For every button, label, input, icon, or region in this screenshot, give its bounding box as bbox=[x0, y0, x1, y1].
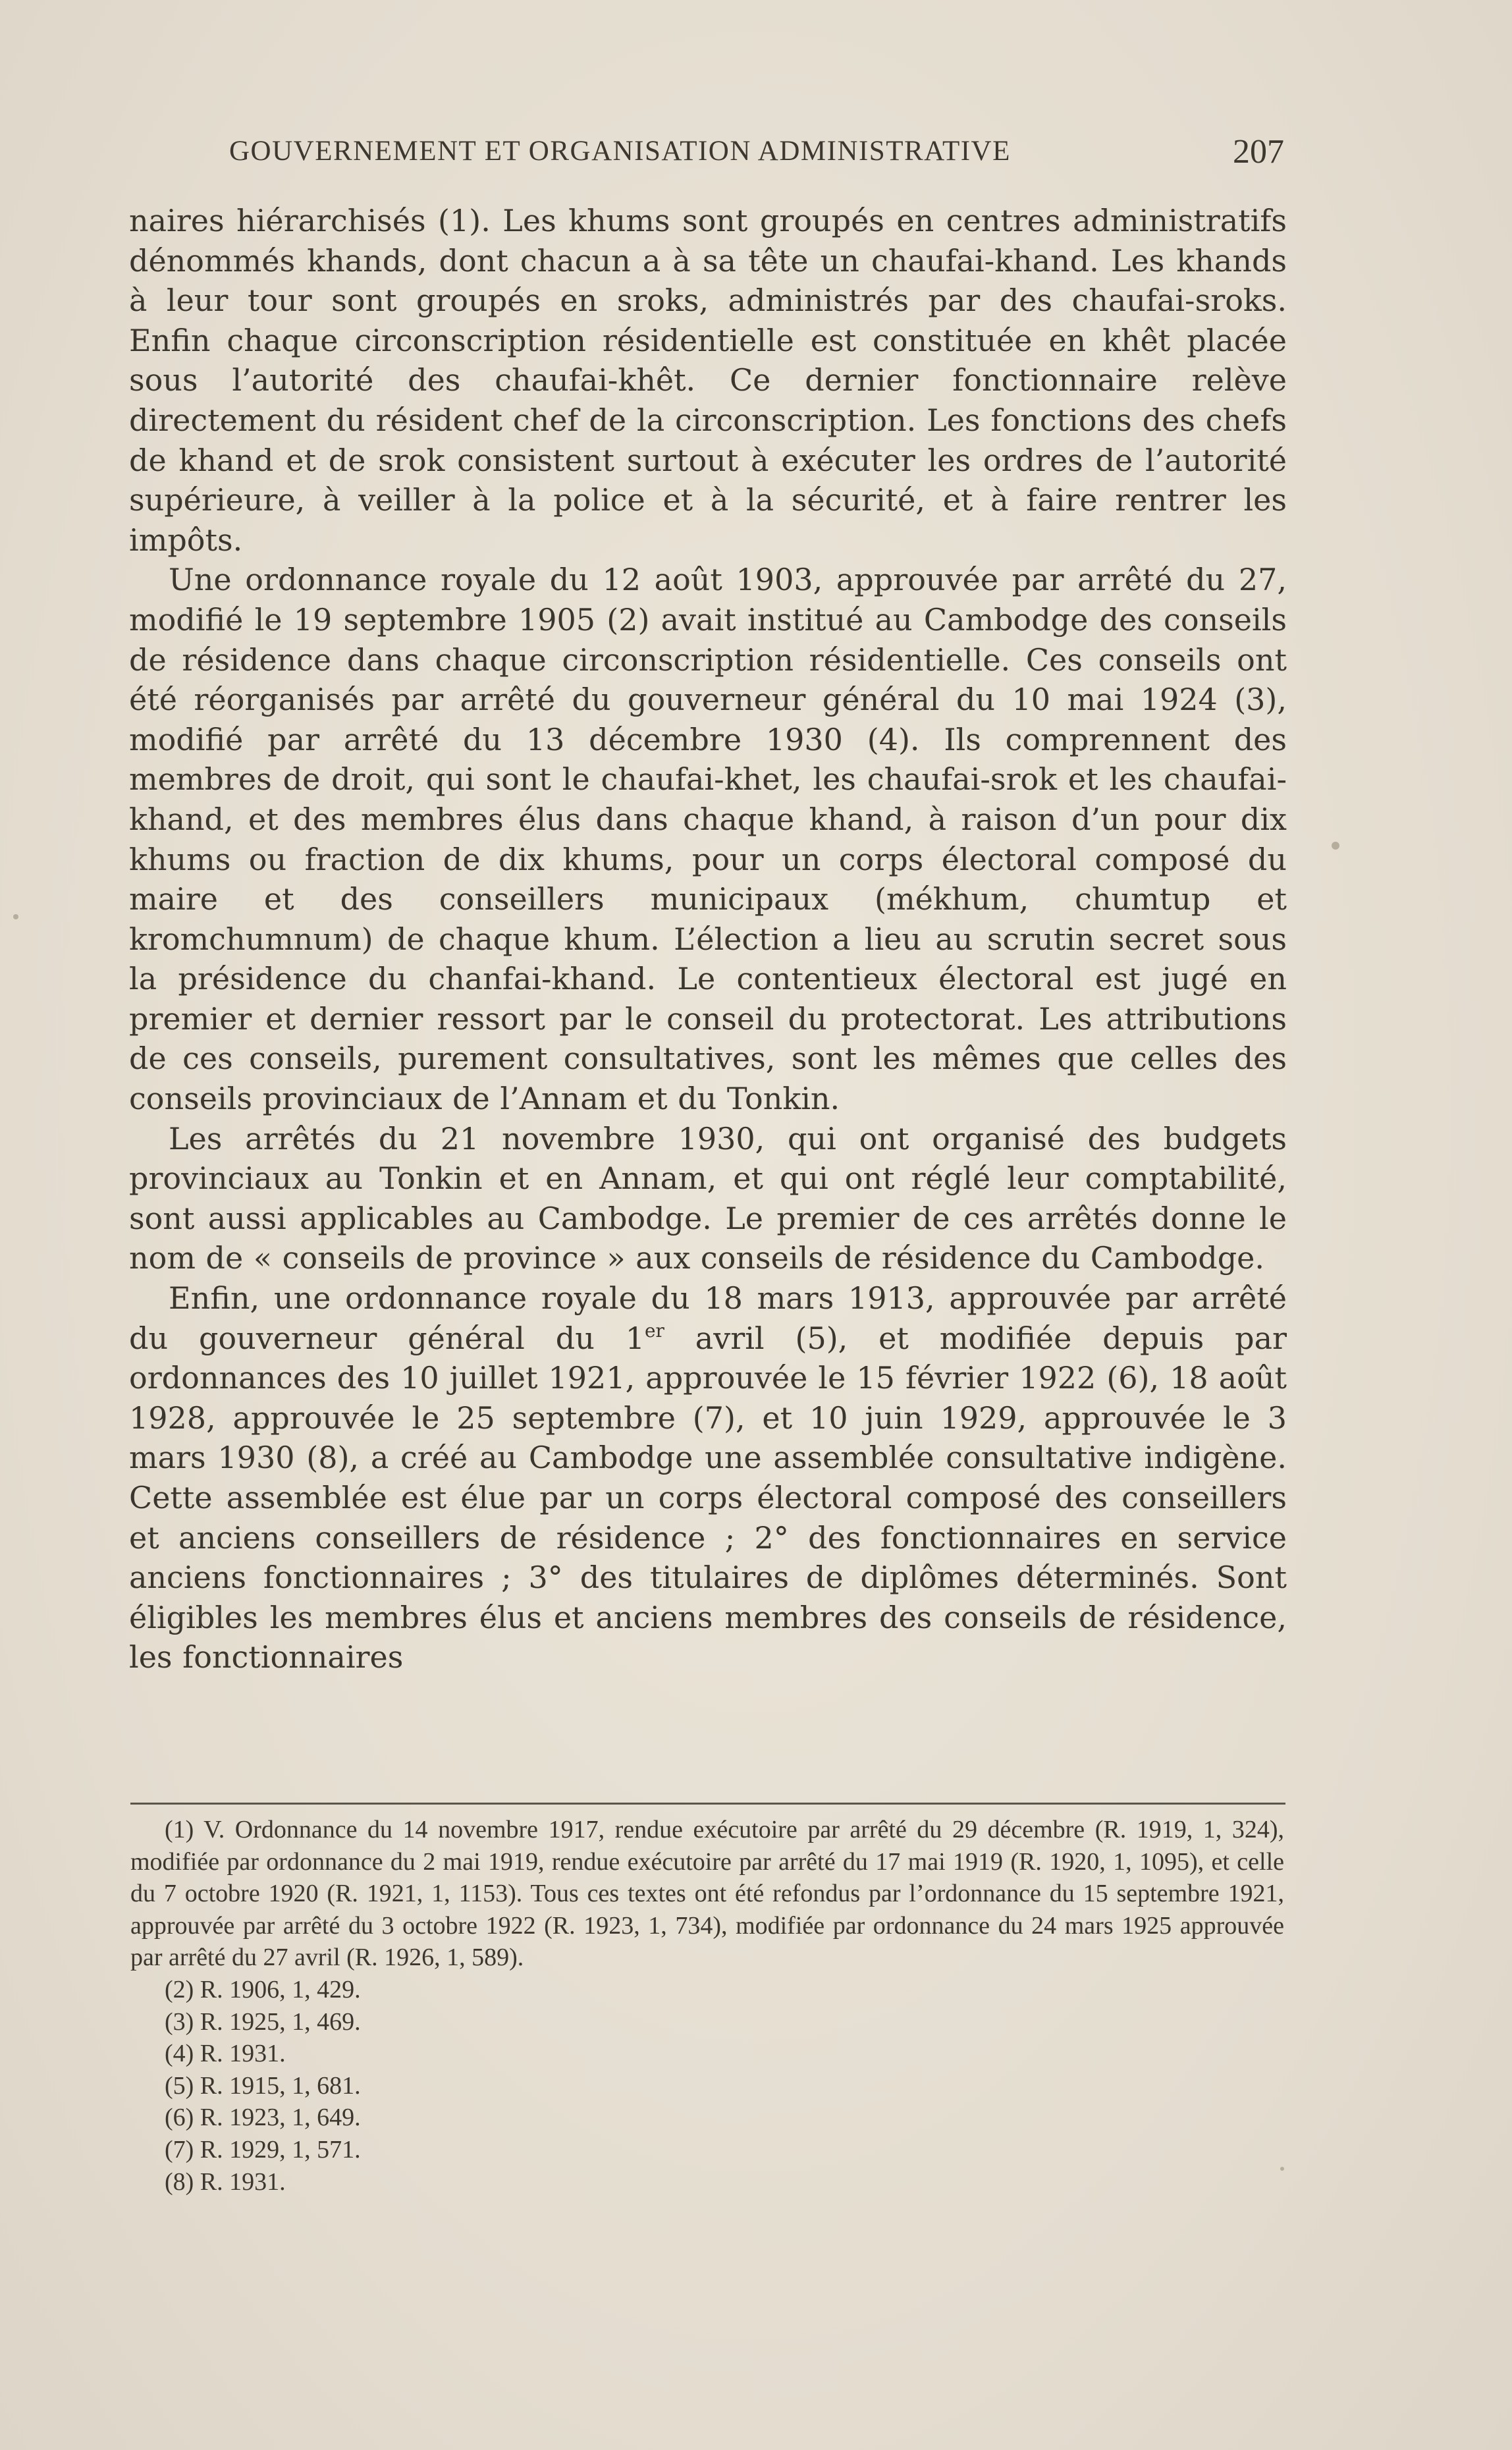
paragraph-4-part-2: avril (5), et modifiée depuis par ordonnances des 10 juillet 1921, approuvée le 15 février 1922 (6), 18 août 1928, approuvée le 25 septembre (7), et 10 juin 1929, approuvée le 3 mars 1930 (8), a créé au Cambodge une assemblée consultative indigène. Cette assemblée est élue par un corps électoral composé des conseillers et anciens conseillers de résidence ; 2° des fonctionnaires en service anciens fonctionnaires ; 3° des titulaires de diplômes déterminés. Sont éligibles les membres élus et anciens membres des conseils de résidence, les fonctionnaires bbox=[129, 1320, 1287, 1675]
footnote-1: (1) V. Ordonnance du 14 novembre 1917, rendue exécutoire par arrêté du 29 décembre (R. 1919, 1, 324), modifiée par ordonnance du 2 mai 1919, rendue exécutoire par arrêté du 17 mai 1919 (R. 1920, 1, 1095), et celle du 7 octobre 1920 (R. 1921, 1, 1153). Tous ces textes ont été refondus par l’ordonnance du 15 septembre 1921, approuvée par arrêté du 3 octobre 1922 (R. 1923, 1, 734), modifiée par ordonnance du 24 mars 1925 approuvée par arrêté du 27 avril (R. 1926, 1, 589). bbox=[130, 1816, 1284, 1972]
paper-speck bbox=[1280, 2167, 1284, 2171]
paragraph-4-part-1: Enfin, une ordonnance royale du 18 mars 1913, approuvée par arrêté du gouverneur général du 1 bbox=[129, 1280, 1287, 1356]
paragraph-3: Les arrêtés du 21 novembre 1930, qui ont organisé des budgets provinciaux au Tonkin et en Annam, et qui ont réglé leur comptabilité, sont aussi applicables au Cambodge. Le premier de ces arrêtés donne le nom de « conseils de province » aux conseils de résidence du Cambodge. bbox=[129, 1120, 1287, 1276]
paragraph-2: Une ordonnance royale du 12 août 1903, approuvée par arrêté du 27, modifié le 19 septembre 1905 (2) avait institué au Cambodge des conseils de résidence dans chaque circonscription résidentielle. Ces conseils ont été réorganisés par arrêté du gouverneur général du 10 mai 1924 (3), modifié par arrêté du 13 décembre 1930 (4). Ils comprennent des membres de droit, qui sont le chaufai-khet, les chaufai-srok et les chaufai-khand, et des membres élus dans chaque khand, à raison d’un pour dix khums ou fraction de dix khums, pour un corps électoral composé du maire et des conseillers municipaux (mékhum, chumtup et kromchumnum) de chaque khum. L’élection a lieu au scrutin secret sous la présidence du chanfai-khand. Le contentieux électoral est jugé en premier et dernier ressort par le conseil du protectorat. Les attributions de ces conseils, purement consultatives, sont les mêmes que celles des conseils provinciaux de l’Annam et du Tonkin. bbox=[129, 562, 1287, 1117]
running-title: GOUVERNEMENT ET ORGANISATION ADMINISTRATIVE bbox=[229, 136, 1011, 167]
paragraph-4 bbox=[129, 1278, 1287, 1677]
paragraph-1: naires hiérarchisés (1). Les khums sont groupés en centres administratifs dénommés khands, dont chacun a à sa tête un chaufai-khand. Les khands à leur tour sont groupés en sroks, administrés par des chaufai-sroks. Enfin chaque circonscription résidentielle est constituée en khêt placée sous l’autorité des chaufai-khêt. Ce dernier fonctionnaire relève directement du résident chef de la circonscription. Les fonctions des chefs de khand et de srok consistent surtout à exécuter les ordres de l’autorité supérieure, à veiller à la police et à la sécurité, et à faire rentrer les impôts. bbox=[129, 203, 1287, 558]
body-text bbox=[129, 201, 1287, 1677]
ordinal-superscript: er bbox=[644, 1319, 664, 1342]
footnote-8: (8) R. 1931. bbox=[165, 2167, 286, 2196]
paper-speck bbox=[13, 914, 18, 919]
footnote-5: (5) R. 1915, 1, 681. bbox=[165, 2071, 361, 2100]
footnote-7: (7) R. 1929, 1, 571. bbox=[165, 2135, 361, 2164]
paper-speck bbox=[1332, 842, 1339, 850]
footnote-3: (3) R. 1925, 1, 469. bbox=[165, 2007, 361, 2036]
footnotes bbox=[130, 1814, 1284, 2198]
footnote-divider bbox=[130, 1803, 1285, 1805]
footnote-2: (2) R. 1906, 1, 429. bbox=[165, 1975, 361, 2003]
page-number: 207 bbox=[1233, 133, 1284, 171]
running-head bbox=[130, 135, 1284, 175]
footnote-6: (6) R. 1923, 1, 649. bbox=[165, 2104, 361, 2132]
footnote-4: (4) R. 1931. bbox=[165, 2040, 286, 2068]
